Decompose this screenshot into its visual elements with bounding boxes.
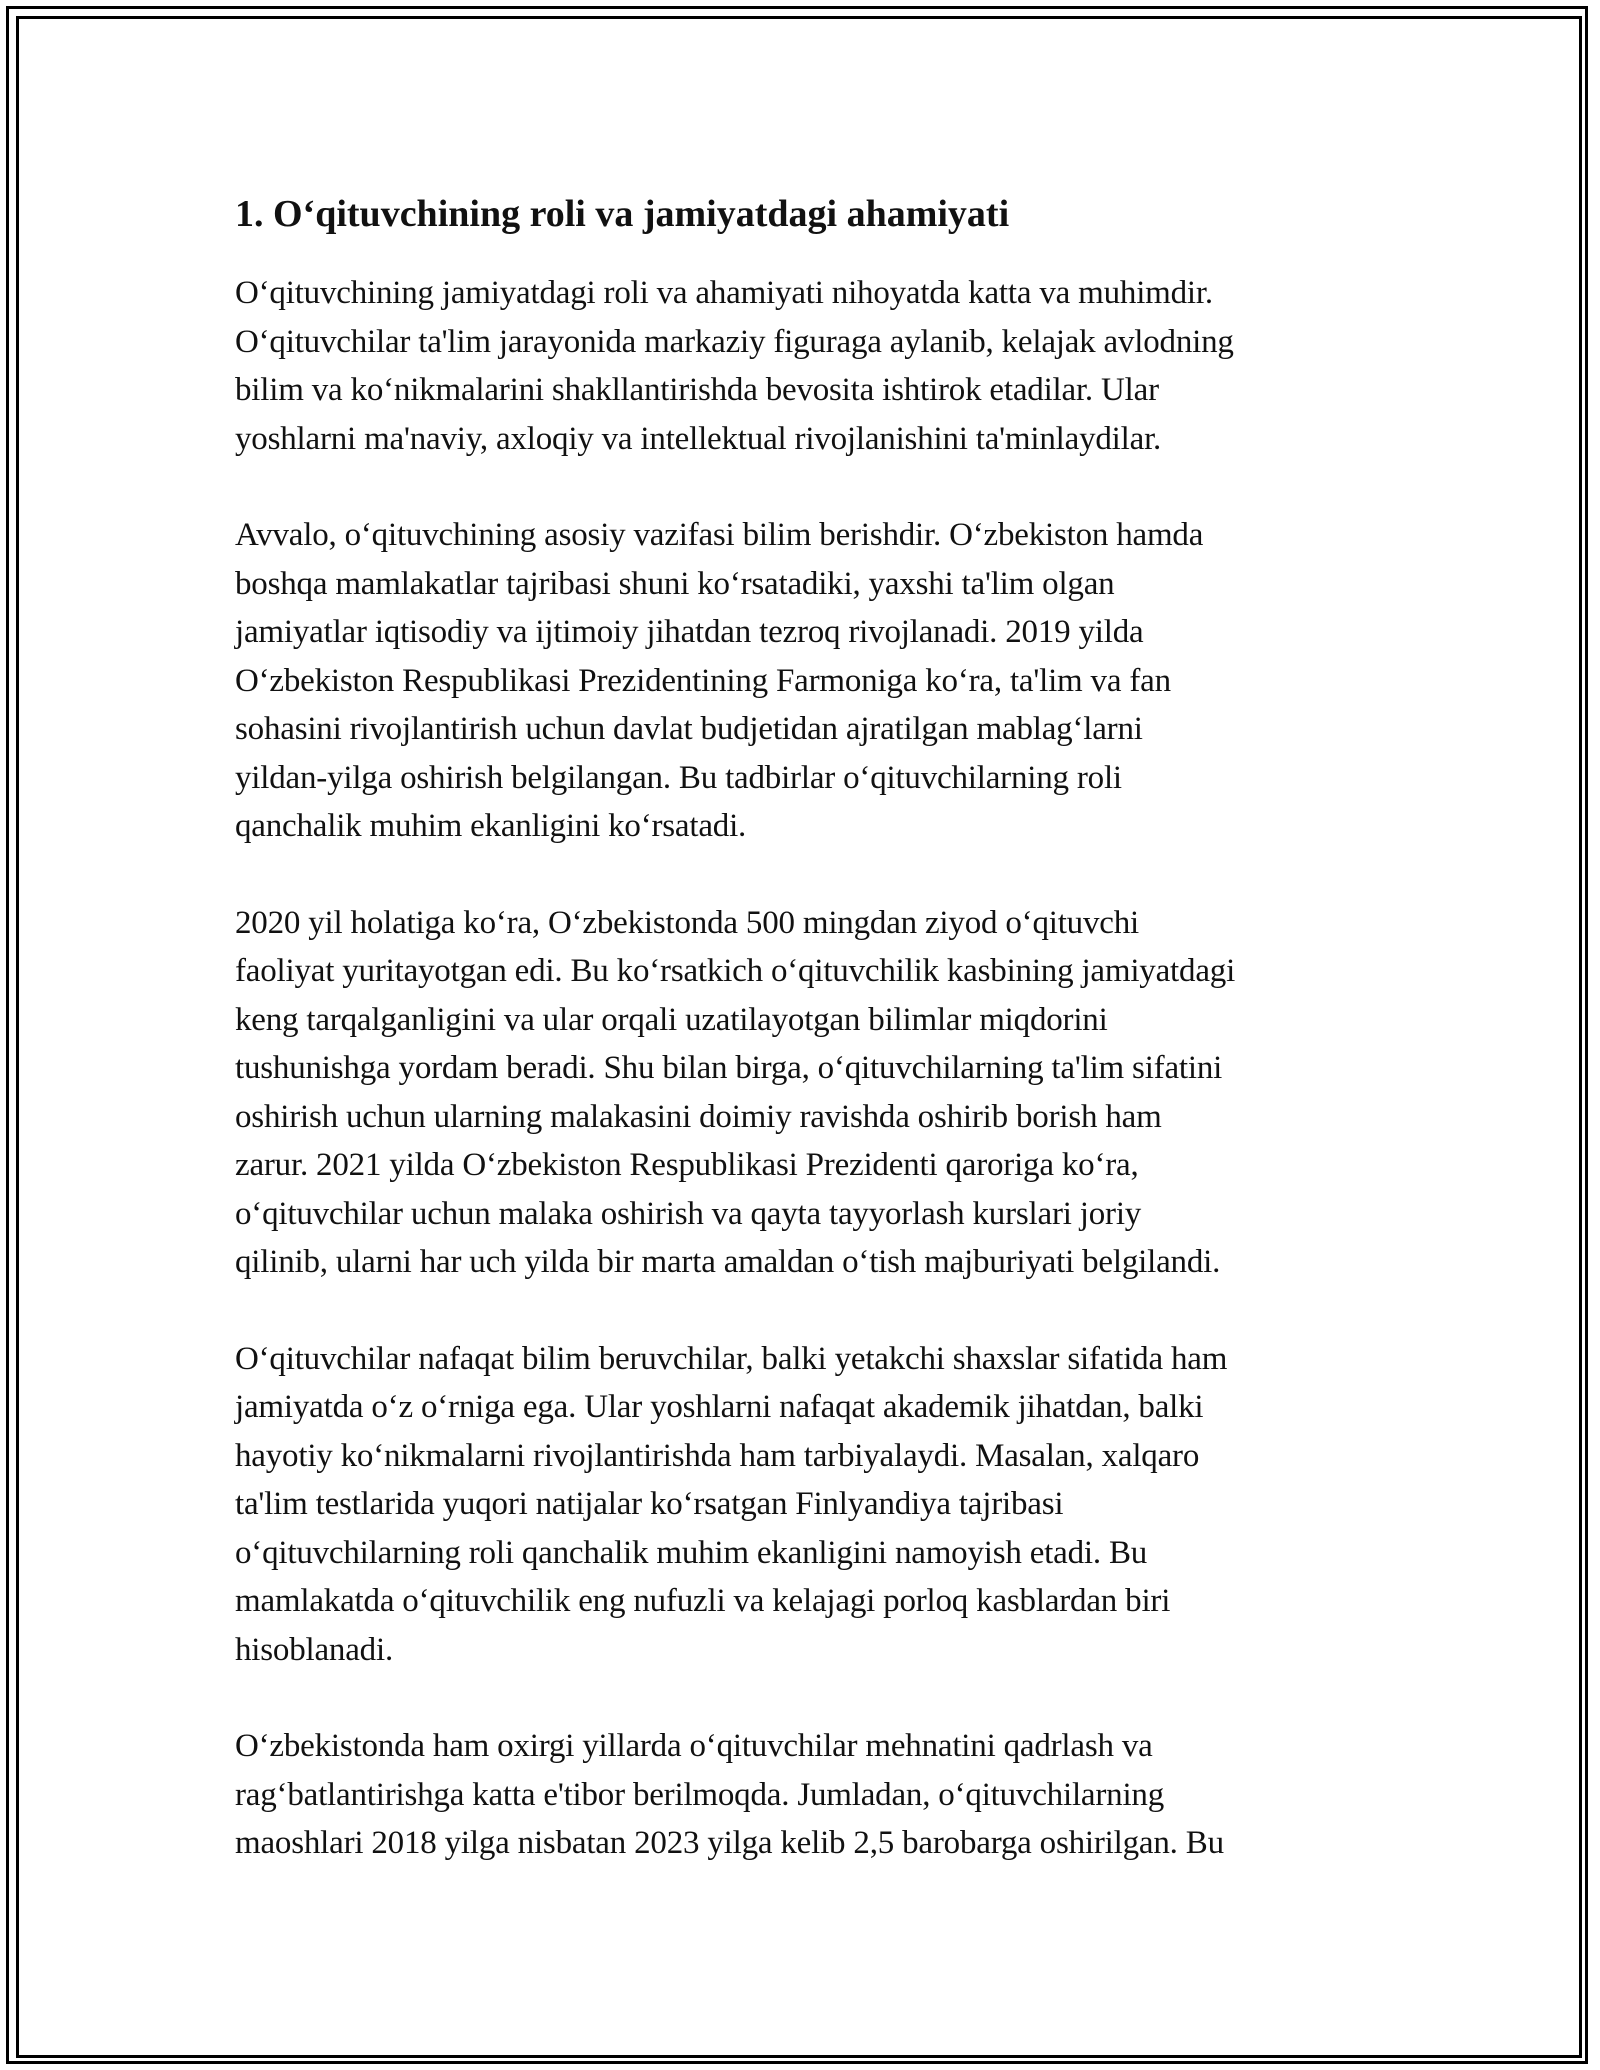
text-line: zarur. 2021 yilda Oʻzbekiston Respublikasi Prezidenti qaroriga koʻra,	[235, 1147, 1139, 1183]
text-line: sohasini rivojlantirish uchun davlat budjetidan ajratilgan mablagʻlarni	[235, 711, 1143, 747]
text-line: Oʻqituvchining jamiyatdagi roli va ahamiyati nihoyatda katta va muhimdir.	[235, 275, 1213, 311]
text-line: Oʻqituvchilar ta'lim jarayonida markaziy figuraga aylanib, kelajak avlodning	[235, 323, 1234, 360]
text-line: maoshlari 2018 yilga nisbatan 2023 yilga kelib 2,5 barobarga oshirilgan. Bu	[235, 1825, 1224, 1861]
paragraph-4	[235, 1335, 1385, 1675]
text-line: qilinib, ularni har uch yilda bir marta amaldan oʻtish majburiyati belgilandi.	[235, 1244, 1221, 1280]
text-line: jamiyatlar iqtisodiy va ijtimoiy jihatdan tezroq rivojlanadi. 2019 yilda	[235, 614, 1144, 650]
text-line: bilim va koʻnikmalarini shakllantirishda bevosita ishtirok etadilar. Ular	[235, 372, 1159, 408]
text-line: oʻqituvchilar uchun malaka oshirish va qayta tayyorlash kurslari joriy	[235, 1195, 1142, 1232]
text-line: oshirish uchun ularning malakasini doimiy ravishda oshirib borish ham	[235, 1098, 1162, 1135]
paragraph-1	[235, 269, 1385, 463]
text-line: yildan-yilga oshirish belgilangan. Bu tadbirlar oʻqituvchilarning roli	[235, 759, 1122, 796]
document-body	[235, 185, 1385, 1916]
text-line: hayotiy koʻnikmalarni rivojlantirishda ham tarbiyalaydi. Masalan, xalqaro	[235, 1437, 1200, 1474]
text-line: faoliyat yuritayotgan edi. Bu koʻrsatkich oʻqituvchilik kasbining jamiyatdagi	[235, 953, 1236, 989]
text-line: tushunishga yordam beradi. Shu bilan birga, oʻqituvchilarning ta'lim sifatini	[235, 1050, 1223, 1086]
section-heading: 1. Oʻqituvchining roli va jamiyatdagi ahamiyati	[235, 193, 1010, 235]
text-line: yoshlarni ma'naviy, axloqiy va intellektual rivojlanishini ta'minlaydilar.	[235, 420, 1162, 457]
paragraph-5	[235, 1722, 1385, 1868]
text-line: 2020 yil holatiga koʻra, Oʻzbekistonda 500 mingdan ziyod oʻqituvchi	[235, 904, 1139, 941]
text-line: jamiyatda oʻz oʻrniga ega. Ular yoshlarni nafaqat akademik jihatdan, balki	[235, 1389, 1204, 1425]
text-line: Oʻqituvchilar nafaqat bilim beruvchilar, balki yetakchi shaxslar sifatida ham	[235, 1340, 1228, 1377]
text-line: ta'lim testlarida yuqori natijalar koʻrsatgan Finlyandiya tajribasi	[235, 1486, 1064, 1522]
text-line: boshqa mamlakatlar tajribasi shuni koʻrsatadiki, yaxshi ta'lim olgan	[235, 565, 1115, 602]
text-line: keng tarqalganligini va ular orqali uzatilayotgan bilimlar miqdorini	[235, 1001, 1108, 1038]
paragraph-2	[235, 511, 1385, 851]
text-line: Oʻzbekiston Respublikasi Prezidentining Farmoniga koʻra, ta'lim va fan	[235, 662, 1171, 699]
text-line: Oʻzbekistonda ham oxirgi yillarda oʻqituvchilar mehnatini qadrlash va	[235, 1728, 1153, 1764]
text-line: ragʻbatlantirishga katta e'tibor berilmoqda. Jumladan, oʻqituvchilarning	[235, 1776, 1165, 1813]
text-line: oʻqituvchilarning roli qanchalik muhim ekanligini namoyish etadi. Bu	[235, 1534, 1148, 1571]
text-line: mamlakatda oʻqituvchilik eng nufuzli va kelajagi porloq kasblardan biri	[235, 1583, 1171, 1619]
paragraph-3	[235, 899, 1385, 1287]
text-line: qanchalik muhim ekanligini koʻrsatadi.	[235, 808, 747, 844]
text-line: hisoblanadi.	[235, 1631, 393, 1668]
text-line: Avvalo, oʻqituvchining asosiy vazifasi bilim berishdir. Oʻzbekiston hamda	[235, 517, 1204, 553]
